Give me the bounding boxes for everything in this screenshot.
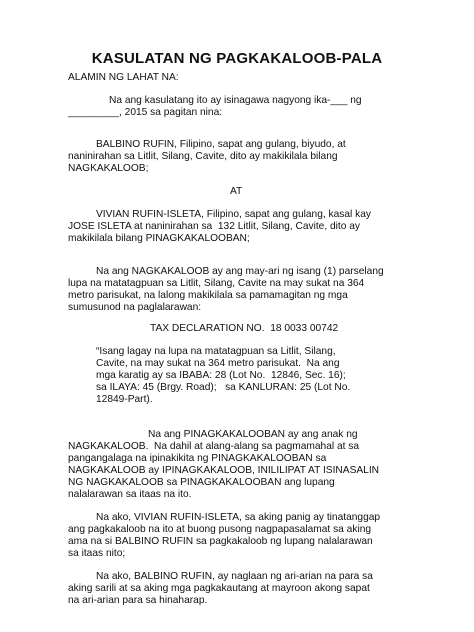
party1-line: NAGKAKALOOB; [68, 163, 149, 174]
conjunction: AT [230, 186, 243, 197]
property-line: Na ang NAGKAKALOOB ay ang may-ari ng isang (1) parselang [96, 266, 384, 277]
party1-line: naninirahan sa Litlit, Silang, Cavite, dito ay makikilala bilang [68, 151, 338, 162]
description-line: sa ILAYA: 45 (Brgy. Road); sa KANLURAN: 25 (Lot No. [96, 382, 351, 393]
salutation: ALAMIN NG LAHAT NA: [68, 72, 179, 83]
description-line: 12849-Part). [96, 394, 153, 405]
property-line: metro parisukat, na lalong makikilala sa pamamagitan ng mga [68, 290, 348, 301]
property-line: sumusunod na paglalarawan: [68, 302, 202, 313]
party2-line: VIVIAN RUFIN-ISLETA, Filipino, sapat ang gulang, kasal kay [96, 209, 371, 220]
paragraph-2-line: ama na si BALBINO RUFIN sa pagkakaloob ng lupang nalalarawan [68, 536, 373, 547]
paragraph-2-line: Na ako, VIVIAN RUFIN-ISLETA, sa aking panig ay tinatanggap [96, 512, 381, 523]
tax-declaration: TAX DECLARATION NO. 18 0033 00742 [150, 323, 339, 334]
description-line: “Isang lagay na lupa na matatagpuan sa Litlit, Silang, [96, 346, 336, 357]
paragraph-1-line: Na ang PINAGKAKALOOBAN ay ang anak ng [148, 429, 358, 440]
intro-line: _________, 2015 sa pagitan nina: [68, 107, 223, 118]
party2-line: makikilala bilang PINAGKAKALOOBAN; [68, 233, 250, 244]
paragraph-1-line: NAGKAKALOOB. Na dahil at alang-alang sa pagmamahal at sa [68, 441, 360, 452]
paragraph-1-line: pangangalaga na ipinakikita ng PINAGKAKALOOBAN sa [68, 453, 327, 464]
paragraph-3-line: aking sarili at sa aking mga pagkakautang at mayroon akong sapat [68, 583, 370, 594]
paragraph-3-line: na ari-arian para sa hinaharap. [68, 595, 208, 606]
paragraph-1-line: NG NAGKAKALOOB sa PINAGKAKALOOBAN ang lupang [68, 477, 335, 488]
party2-line: JOSE ISLETA at naninirahan sa 132 Litlit, Silang, Cavite, dito ay [68, 221, 361, 232]
description-line: Cavite, na may sukat na 364 metro parisukat. Na ang [96, 358, 340, 369]
paragraph-1-line: nalalarawan sa itaas na ito. [68, 489, 192, 500]
description-line: mga karatig ay sa IBABA: 28 (Lot No. 12846, Sec. 16); [96, 370, 346, 381]
party1-line: BALBINO RUFIN, Filipino, sapat ang gulang, biyudo, at [96, 139, 346, 150]
property-line: lupa na matatagpuan sa Litlit, Silang, Cavite na may sukat na 364 [68, 278, 365, 289]
paragraph-2-line: sa itaas nito; [68, 548, 126, 559]
paragraph-1-line: NAGKAKALOOB ay IPINAGKAKALOOB, INILILIPAT AT ISINASALIN [68, 465, 380, 476]
paragraph-3-line: Na ako, BALBINO RUFIN, ay naglaan ng ari-arian na para sa [96, 571, 373, 582]
paragraph-2-line: ang pagkakaloob na ito at buong pusong nagpapasalamat sa aking [68, 524, 372, 535]
intro-line: Na ang kasulatang ito ay isinagawa nagyong ika-___ ng [109, 95, 362, 106]
document-title: KASULATAN NG PAGKAKALOOB-PALA [91, 50, 383, 67]
